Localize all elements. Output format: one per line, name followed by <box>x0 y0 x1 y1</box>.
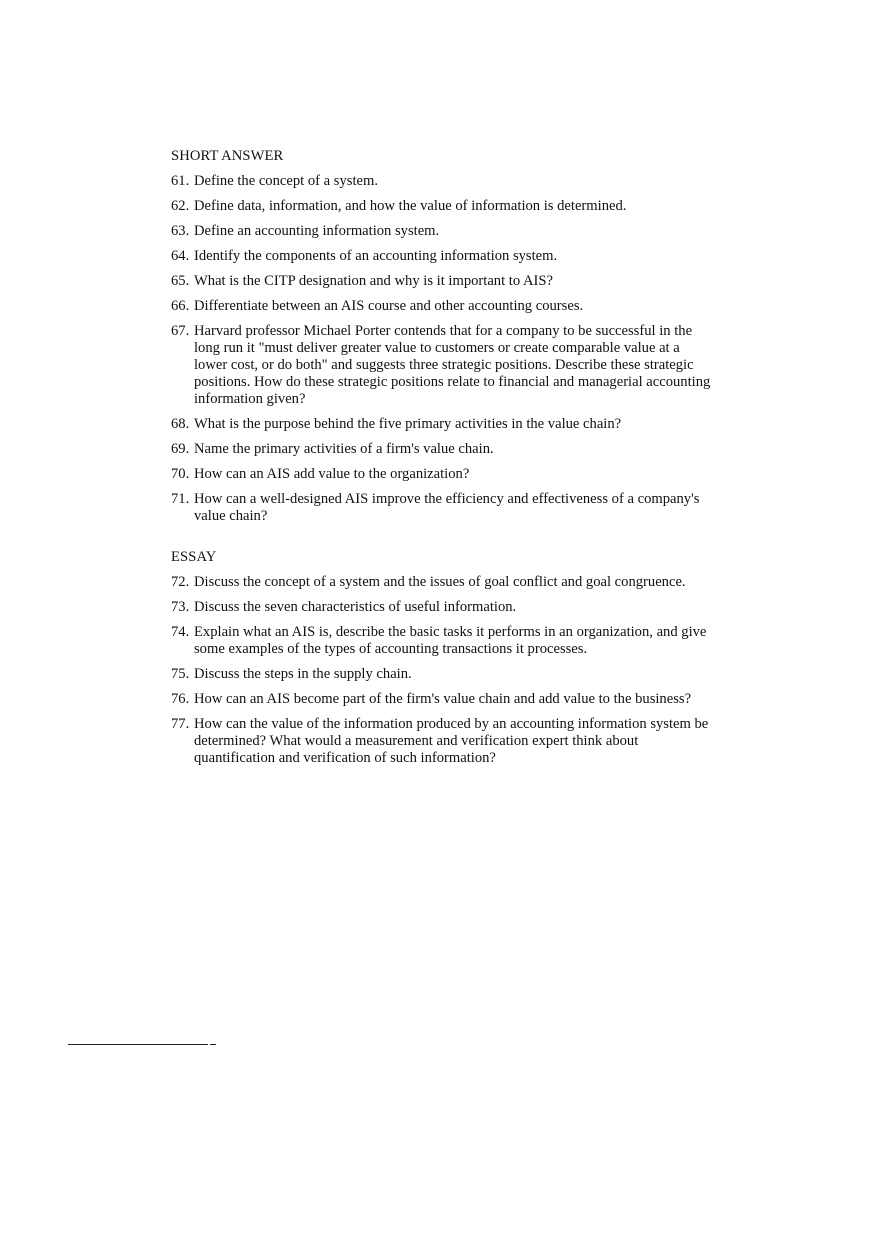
question-number: 64. <box>171 248 190 264</box>
question-text: How can an AIS become part of the firm's value chain and add value to the business? <box>194 691 692 707</box>
question-65 <box>171 273 716 290</box>
question-75 <box>171 666 716 683</box>
document-page <box>171 148 716 775</box>
question-number: 63. <box>171 223 190 239</box>
question-number: 67. <box>171 323 190 339</box>
question-number: 76. <box>171 691 190 707</box>
question-text: Define data, information, and how the value of information is determined. <box>194 198 627 214</box>
question-text: Name the primary activities of a firm's value chain. <box>194 441 494 457</box>
essay-question-list <box>171 574 716 767</box>
question-number: 75. <box>171 666 190 682</box>
question-number: 65. <box>171 273 190 289</box>
question-72 <box>171 574 716 591</box>
question-77 <box>171 716 716 767</box>
question-69 <box>171 441 716 458</box>
question-68 <box>171 416 716 433</box>
question-text: Discuss the steps in the supply chain. <box>194 666 412 682</box>
question-number: 69. <box>171 441 190 457</box>
question-text: Identify the components of an accounting information system. <box>194 248 558 264</box>
question-text: Differentiate between an AIS course and other accounting courses. <box>194 298 584 314</box>
question-text: How can the value of the information produced by an accounting information system be determined? What would a measurement and verification expert think about quantification and verification of such information? <box>194 716 709 766</box>
question-text: How can a well-designed AIS improve the efficiency and effectiveness of a company's value chain? <box>194 491 700 524</box>
question-number: 61. <box>171 173 190 189</box>
question-76 <box>171 691 716 708</box>
question-number: 74. <box>171 624 190 640</box>
question-text: What is the purpose behind the five primary activities in the value chain? <box>194 416 622 432</box>
essay-heading: ESSAY <box>171 549 217 565</box>
question-number: 66. <box>171 298 190 314</box>
question-text: What is the CITP designation and why is it important to AIS? <box>194 273 553 289</box>
question-67 <box>171 323 716 408</box>
question-62 <box>171 198 716 215</box>
question-text: Define the concept of a system. <box>194 173 378 189</box>
question-number: 71. <box>171 491 190 507</box>
question-number: 73. <box>171 599 190 615</box>
question-66 <box>171 298 716 315</box>
question-number: 72. <box>171 574 190 590</box>
question-text: Discuss the concept of a system and the issues of goal conflict and goal congruence. <box>194 574 686 590</box>
question-number: 68. <box>171 416 190 432</box>
footnote-separator <box>68 1044 208 1045</box>
question-70 <box>171 466 716 483</box>
question-64 <box>171 248 716 265</box>
question-61 <box>171 173 716 190</box>
short-answer-question-list <box>171 173 716 525</box>
question-73 <box>171 599 716 616</box>
question-text: Harvard professor Michael Porter contends that for a company to be successful in the long run it "must deliver greater value to customers or create comparable value at a lower cost, or do both" and suggests three strategic positions. Describe these strategic positions. How do these strategic positions relate to financial and managerial accounting information given? <box>194 323 711 407</box>
question-text: Explain what an AIS is, describe the basic tasks it performs in an organization, and give some examples of the types of accounting transactions it processes. <box>194 624 707 657</box>
footnote-separator-tick <box>210 1044 216 1045</box>
question-text: Discuss the seven characteristics of useful information. <box>194 599 517 615</box>
section-spacer <box>171 533 716 549</box>
question-number: 62. <box>171 198 190 214</box>
question-74 <box>171 624 716 658</box>
question-63 <box>171 223 716 240</box>
question-number: 77. <box>171 716 190 732</box>
question-text: Define an accounting information system. <box>194 223 440 239</box>
question-text: How can an AIS add value to the organization? <box>194 466 470 482</box>
short-answer-heading: SHORT ANSWER <box>171 148 284 164</box>
question-number: 70. <box>171 466 190 482</box>
question-71 <box>171 491 716 525</box>
